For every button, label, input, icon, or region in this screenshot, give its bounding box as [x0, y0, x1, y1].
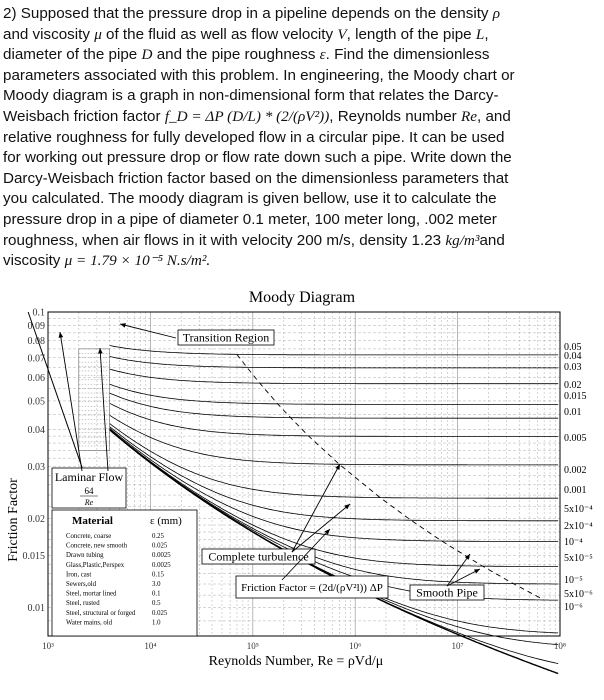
x-tick-label: 10³ [42, 641, 54, 651]
annotation-arrow [447, 554, 470, 586]
laminar-flow-label [52, 468, 126, 508]
material-roughness: 0.025 [152, 542, 168, 550]
y-tick-label: 0.09 [27, 321, 45, 333]
y-axis-label: Friction Factor [6, 478, 21, 562]
roughness-curve [110, 357, 559, 368]
roughness-curve [110, 415, 559, 465]
material-roughness: 0.25 [152, 533, 164, 540]
moody-diagram [0, 284, 604, 698]
material-name: Water mains, old [66, 619, 113, 627]
material-table [52, 510, 197, 636]
y-tick-label: 0.06 [27, 373, 45, 385]
annotation-arrow [120, 324, 176, 338]
svg-text:Smooth Pipe: Smooth Pipe [416, 585, 478, 600]
y-tick-label: 0.04 [27, 425, 45, 437]
material-name: Concrete, coarse [66, 533, 112, 540]
roughness-curve [110, 384, 559, 404]
relative-roughness-label: 0.02 [564, 380, 582, 391]
y-tick-label: 0.01 [27, 602, 45, 614]
material-name: Steel, mortar lined [66, 590, 117, 598]
material-roughness: 3.0 [152, 581, 161, 588]
x-tick-label: 10⁸ [553, 641, 567, 651]
material-name: Drawn tubing [66, 552, 104, 560]
roughness-curve [110, 427, 559, 521]
svg-text:Transition Region: Transition Region [182, 330, 270, 345]
y-tick-label: 0.03 [27, 461, 45, 473]
material-name: Glass,Plastic,Perspex [66, 561, 125, 569]
y-tick-label: 0.07 [27, 353, 45, 365]
x-tick-label: 10⁷ [451, 641, 464, 651]
material-roughness: 0.5 [152, 600, 161, 608]
relative-roughness-label: 0.03 [564, 362, 582, 373]
transition-band [79, 349, 110, 450]
material-name: Sewers,old [66, 581, 97, 588]
question-number: 2) [3, 5, 17, 22]
friction-factor-formula: f_D = ΔP (D/L) * (2/(ρV²)) [164, 107, 330, 125]
smooth-pipe-label [410, 585, 484, 600]
annotation-arrow [447, 569, 480, 586]
relative-roughness-label: 0.001 [564, 485, 587, 496]
x-axis-label: Reynolds Number, Re = ρVd/μ [208, 654, 384, 669]
y-tick-label: 0.05 [27, 396, 45, 408]
svg-text:Friction Factor = (2d/(ρV²l)): Friction Factor = (2d/(ρV²l)) ΔP [241, 582, 383, 594]
relative-roughness-label: 5x10⁻⁴ [564, 504, 593, 515]
roughness-curve [110, 346, 559, 355]
relative-roughness-label: 0.05 [564, 342, 582, 353]
y-tick-label: 0.015 [22, 550, 45, 562]
x-tick-label: 10⁵ [246, 641, 259, 651]
relative-roughness-label: 0.04 [564, 351, 582, 362]
material-roughness: 0.1 [152, 590, 161, 598]
roughness-curve [110, 403, 559, 436]
material-roughness: 0.025 [152, 609, 168, 617]
svg-text:ε (mm): ε (mm) [150, 515, 182, 527]
material-roughness: 1.0 [152, 619, 161, 627]
material-name: Concrete, new smooth [66, 542, 127, 550]
svg-text:Re: Re [84, 498, 94, 507]
svg-text:Complete turbulence: Complete turbulence [208, 549, 309, 564]
relative-roughness-label: 10⁻⁴ [564, 537, 583, 548]
relative-roughness-label: 5x10⁻⁶ [564, 589, 593, 600]
friction-factor-equation [236, 576, 388, 598]
transition-region-label [178, 330, 274, 345]
material-name: Steel, rusted [66, 600, 100, 608]
material-roughness: 0.0025 [152, 552, 171, 560]
material-roughness: 0.15 [152, 571, 164, 579]
material-name: Steel, structural or forged [66, 609, 136, 617]
viscosity-value: μ = 1.79 × 10⁻⁵ N.s/m². [64, 252, 211, 270]
relative-roughness-label: 0.015 [564, 391, 587, 402]
relative-roughness-label: 0.005 [564, 433, 587, 444]
relative-roughness-label: 10⁻⁶ [564, 602, 583, 613]
relative-roughness-label: 0.002 [564, 465, 587, 476]
relative-roughness-label: 10⁻⁵ [564, 575, 583, 586]
material-name: Iron, cast [66, 571, 92, 579]
arrow-head [465, 554, 470, 560]
question-text: 2) Supposed that the pressure drop in a pipeline depends on the density ρ and viscosity μ of the fluid as well as flow velocity V, length of the pipe L, diameter of the pipe D and the pipe roughness ε. Find the dimensionless parameters associated with this problem. In engineering, the Moody chart or Moody diagram is a graph in non-dimensional form that relates the Darcy- Weisbach friction factor f_D = ΔP (D/L) * (2/(ρV²)), Reynolds number Re, and relative roughness for fully developed flow in a circular pipe. It can be used for working out pressure drop or flow rate down such a pipe. Write down the Darcy-Weisbach friction factor based on the dimensionless parameters that you calculated. The moody diagram is given bellow, use it to calculate the pressure drop in a pipe of diameter 0.1 meter, 100 meter long, .002 meter roughness, when air flows in it with velocity 200 m/s, density 1.23 kg/m³and viscosity μ = 1.79 × 10⁻⁵ N.s/m². [3, 5, 515, 270]
annotation-arrow [292, 464, 340, 552]
y-tick-label: 0.02 [27, 513, 45, 525]
x-tick-label: 10⁴ [144, 641, 157, 651]
svg-text:64: 64 [84, 486, 94, 496]
svg-text:Laminar Flow: Laminar Flow [54, 470, 124, 484]
complete-turbulence-label [202, 549, 315, 564]
chart-title: Moody Diagram [248, 289, 356, 306]
relative-roughness-labels [564, 342, 593, 613]
y-tick-label: 0.08 [27, 336, 45, 348]
relative-roughness-label: 2x10⁻⁴ [564, 521, 593, 532]
annotation-arrow [292, 504, 350, 552]
relative-roughness-label: 5x10⁻⁵ [564, 553, 593, 564]
relative-roughness-label: 0.01 [564, 407, 582, 418]
roughness-curve [110, 369, 559, 384]
roughness-curve [110, 424, 559, 499]
x-tick-label: 10⁶ [349, 641, 362, 651]
y-tick-label: 0.1 [32, 307, 45, 319]
material-roughness: 0.0025 [152, 561, 171, 569]
svg-text:Material: Material [72, 515, 113, 527]
